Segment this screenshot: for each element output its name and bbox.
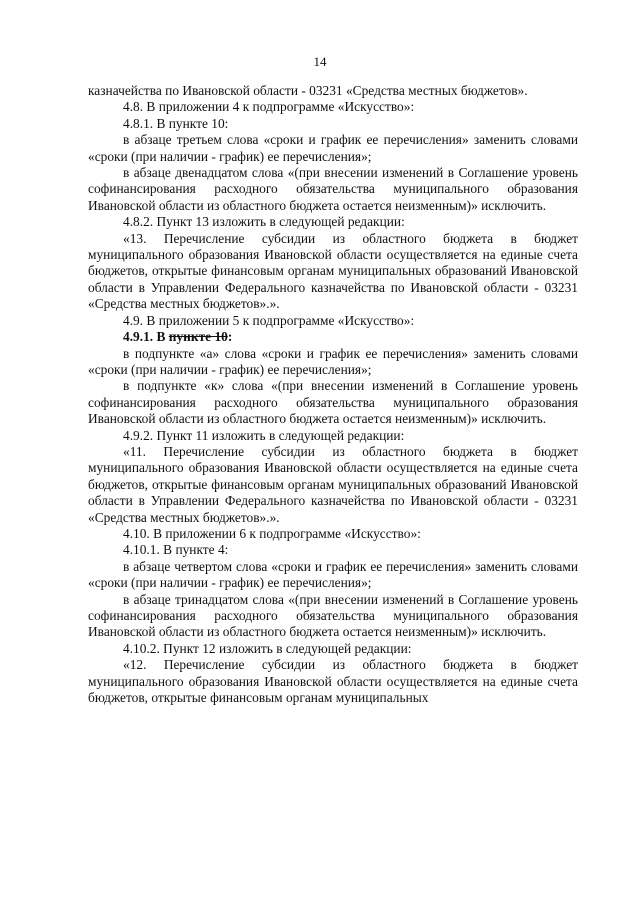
paragraph: 4.10. В приложении 6 к подпрограмме «Искусство»: (123, 525, 421, 541)
paragraph: казначейства по Ивановской области - 03231 «Средства местных бюджетов». (88, 83, 528, 98)
paragraph: в абзаце третьем слова «сроки и график ее перечисления» заменить словами «сроки (при наличии - график) ее перечисления»; (88, 132, 578, 164)
paragraph: в абзаце двенадцатом слова «(при внесении изменений в Соглашение уровень софинансирования расходного обязательства муниципального образования Ивановской области из областного бюджета остается неизменным)» исключить. (88, 165, 578, 213)
paragraph: в абзаце четвертом слова «сроки и график ее перечисления» заменить словами «сроки (при наличии - график) ее перечисления»; (88, 558, 578, 591)
paragraph: 4.9. В приложении 5 к подпрограмме «Искусство»: (123, 312, 415, 328)
paragraph: в подпункте «а» слова «сроки и график ее перечисления» заменить словами «сроки (при наличии - график) ее перечисления»; (88, 345, 578, 377)
paragraph: 4.10.2. Пункт 12 изложить в следующей редакции: (123, 640, 412, 656)
item-4-9-1-suffix: : (227, 329, 233, 345)
item-4-9-1-struck-text: пункте 10 (168, 329, 228, 345)
item-4-9-1-number: 4.9.1. В (123, 329, 169, 345)
paragraph: в абзаце тринадцатом слова «(при внесении изменений в Соглашение уровень софинансирования расходного обязательства муниципального образования Ивановской области из областного бюджета остается неизменным)» исключить. (88, 591, 578, 640)
page-number: 14 (313, 54, 327, 69)
paragraph: «12. Перечисление субсидии из областного бюджета в бюджет муниципального образования Ивановской области осуществляется на единые счета бюджетов, открытые финансовым органам муниципальных (88, 657, 578, 706)
paragraph-group-before (88, 83, 578, 329)
paragraph-group-after (88, 346, 578, 707)
paragraph: 4.10.1. В пункте 4: (123, 542, 229, 558)
paragraph: в подпункте «к» слова «(при внесении изменений в Соглашение уровень софинансирования расходного обязательства муниципального образования Ивановской области из областного бюджета остается неизменным)» исключить. (88, 378, 578, 427)
paragraph: «11. Перечисление субсидии из областного бюджета в бюджет муниципального образования Ивановской области осуществляется на единые счета бюджетов, открытые финансовым органам муниципальных образований Ивановской области в Управлении Федерального казначейства по Ивановской области - 03231 «Средства местных бюджетов».». (88, 443, 578, 525)
paragraph-4-9-1 (88, 329, 578, 345)
paragraph: 4.8. В приложении 4 к подпрограмме «Искусство»: (123, 99, 415, 115)
paragraph: «13. Перечисление субсидии из областного бюджета в бюджет муниципального образования Ивановской области осуществляется на единые счета бюджетов, открытые финансовым органам муниципальных образований Ивановской области в Управлении Федерального казначейства по Ивановской области - 03231 «Средства местных бюджетов».». (88, 230, 578, 312)
document-body (88, 83, 578, 706)
paragraph: 4.8.1. В пункте 10: (123, 115, 229, 131)
paragraph: 4.9.2. Пункт 11 изложить в следующей редакции: (123, 427, 405, 443)
paragraph: 4.8.2. Пункт 13 изложить в следующей редакции: (123, 214, 405, 230)
